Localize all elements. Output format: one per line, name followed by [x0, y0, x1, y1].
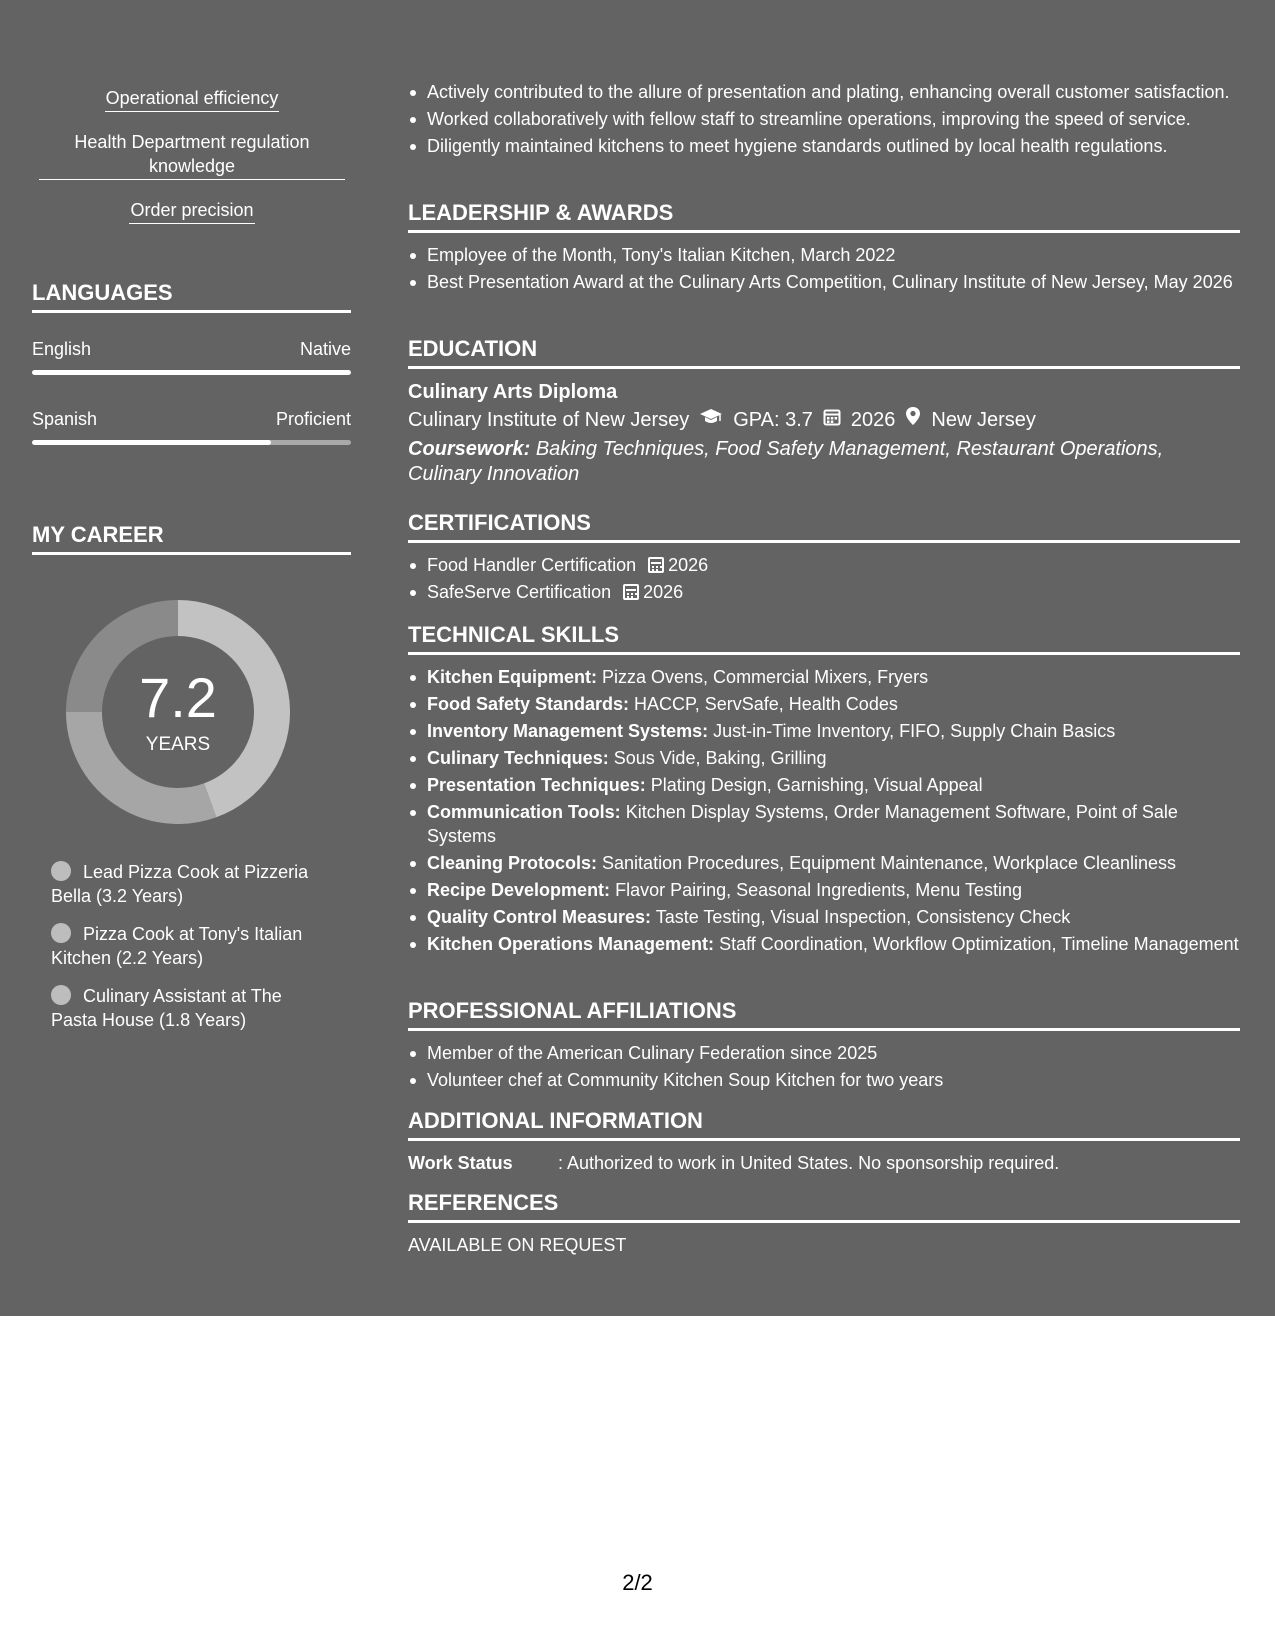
tech-skill-item: Kitchen Equipment: Pizza Ovens, Commercial Mixers, Fryers: [408, 665, 1240, 689]
section-heading: REFERENCES: [408, 1190, 1240, 1223]
graduation-cap-icon: [699, 405, 723, 435]
graduation-year: 2026: [850, 409, 896, 431]
affiliations-section: [408, 998, 1240, 1095]
leadership-section: [408, 200, 1240, 297]
work-status-value: : Authorized to work in United States. No sponsorship required.: [558, 1153, 1060, 1173]
location-pin-icon: [905, 405, 921, 435]
career-list: [51, 860, 331, 1046]
education-details: [408, 405, 1240, 435]
education-section: [408, 336, 1240, 487]
language-bar: [32, 440, 351, 445]
gpa: GPA: 3.7: [733, 409, 813, 431]
tech-skill-item: Recipe Development: Flavor Pairing, Seasonal Ingredients, Menu Testing: [408, 878, 1240, 902]
certification-item: Food Handler Certification 2026: [408, 553, 1240, 577]
section-heading: TECHNICAL SKILLS: [408, 622, 1240, 655]
references-section: [408, 1190, 1240, 1257]
experience-bullet: Diligently maintained kitchens to meet hygiene standards outlined by local health regulations.: [408, 134, 1240, 158]
experience-bullet: Worked collaboratively with fellow staff to streamline operations, improving the speed of service.: [408, 107, 1240, 131]
language-level: Proficient: [275, 409, 351, 429]
bullet-dot-icon: [51, 861, 71, 881]
tech-skill-item: Food Safety Standards: HACCP, ServSafe, Health Codes: [408, 692, 1240, 716]
language-english: [32, 338, 351, 375]
language-spanish: [32, 408, 351, 445]
degree-title: Culinary Arts Diploma: [408, 381, 618, 403]
calendar-icon: [623, 584, 639, 600]
language-name: Spanish: [32, 409, 98, 429]
language-bar: [32, 370, 351, 375]
tech-skill-item: Kitchen Operations Management: Staff Coordination, Workflow Optimization, Timeline Management: [408, 932, 1240, 956]
school-name: Culinary Institute of New Jersey: [408, 409, 690, 431]
technical-skills-section: [408, 622, 1240, 959]
calendar-icon: [648, 557, 664, 573]
affiliation-item: Member of the American Culinary Federation since 2025: [408, 1041, 1240, 1065]
education-location: New Jersey: [931, 409, 1036, 431]
career-item: Pizza Cook at Tony's Italian Kitchen (2.2 Years): [51, 924, 303, 968]
language-name: English: [32, 339, 92, 359]
skill-item: Order precision: [129, 198, 254, 224]
award-item: Employee of the Month, Tony's Italian Kitchen, March 2022: [408, 243, 1240, 267]
bullet-dot-icon: [51, 985, 71, 1005]
section-heading: PROFESSIONAL AFFILIATIONS: [408, 998, 1240, 1031]
skills-list: [39, 86, 345, 242]
certification-item: SafeServe Certification 2026: [408, 580, 1240, 604]
skill-item: Operational efficiency: [105, 86, 280, 112]
section-heading: LEADERSHIP & AWARDS: [408, 200, 1240, 233]
affiliation-item: Volunteer chef at Community Kitchen Soup Kitchen for two years: [408, 1068, 1240, 1092]
career-item: Culinary Assistant at The Pasta House (1.8 Years): [51, 986, 282, 1030]
experience-bullet: Actively contributed to the allure of presentation and plating, enhancing overall customer satisfaction.: [408, 80, 1240, 104]
experience-bullets: [408, 80, 1240, 161]
certifications-section: [408, 510, 1240, 607]
career-donut-chart: [66, 600, 290, 824]
career-years-label: YEARS: [145, 734, 211, 755]
tech-skill-item: Communication Tools: Kitchen Display Systems, Order Management Software, Point of Sale Systems: [408, 800, 1240, 848]
work-status-label: Work Status: [408, 1153, 513, 1173]
skill-item: Health Department regulation knowledge: [39, 130, 345, 180]
award-item: Best Presentation Award at the Culinary Arts Competition, Culinary Institute of New Jersey, May 2026: [408, 270, 1240, 294]
references-text: AVAILABLE ON REQUEST: [408, 1235, 627, 1255]
language-bar-fill: [32, 440, 271, 445]
section-heading: EDUCATION: [408, 336, 1240, 369]
tech-skill-item: Inventory Management Systems: Just-in-Time Inventory, FIFO, Supply Chain Basics: [408, 719, 1240, 743]
tech-skill-item: Presentation Techniques: Plating Design, Garnishing, Visual Appeal: [408, 773, 1240, 797]
calendar-icon: [823, 405, 841, 435]
coursework: Coursework: Baking Techniques, Food Safety Management, Restaurant Operations, Culinary Innovation: [408, 438, 1164, 485]
languages-heading: LANGUAGES: [32, 280, 351, 313]
section-heading: CERTIFICATIONS: [408, 510, 1240, 543]
tech-skill-item: Culinary Techniques: Sous Vide, Baking, Grilling: [408, 746, 1240, 770]
section-heading: ADDITIONAL INFORMATION: [408, 1108, 1240, 1141]
language-bar-fill: [32, 370, 351, 375]
tech-skill-item: Cleaning Protocols: Sanitation Procedures, Equipment Maintenance, Workplace Cleanliness: [408, 851, 1240, 875]
page-number: 2/2: [622, 1570, 653, 1595]
career-item: Lead Pizza Cook at Pizzeria Bella (3.2 Years): [51, 862, 309, 906]
language-level: Native: [299, 339, 351, 359]
career-heading: MY CAREER: [32, 522, 351, 555]
career-total-years: 7.2: [139, 666, 217, 729]
additional-info-section: [408, 1108, 1240, 1175]
tech-skill-item: Quality Control Measures: Taste Testing, Visual Inspection, Consistency Check: [408, 905, 1240, 929]
bullet-dot-icon: [51, 923, 71, 943]
